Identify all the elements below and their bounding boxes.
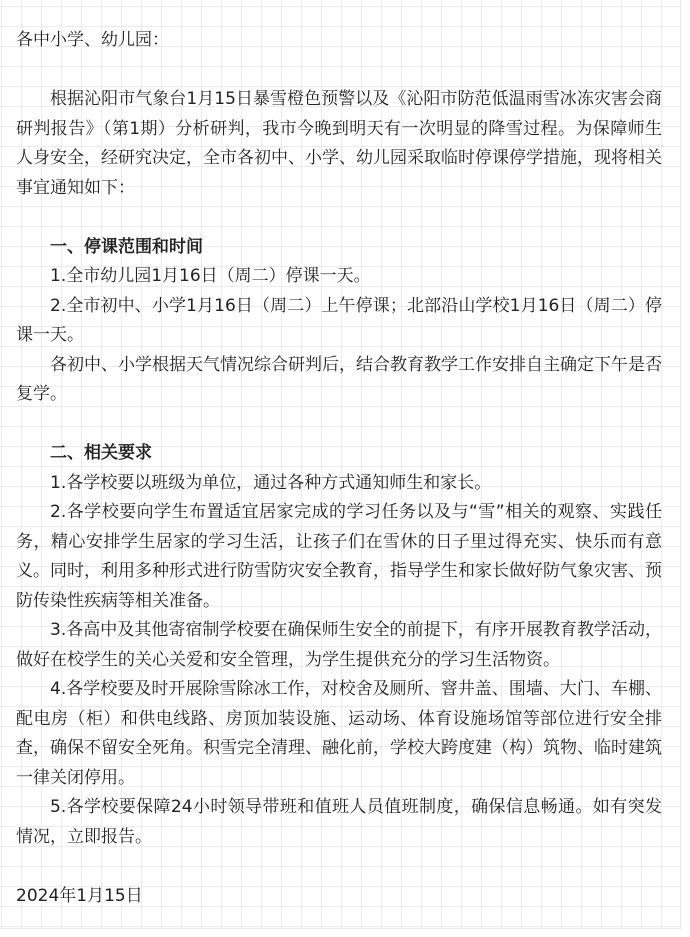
section-1-item-2: 2.全市初中、小学1月16日（周二）上午停课；北部沿山学校1月16日（周二）停课一天。 (16, 295, 662, 345)
section-1-item-1: 1.全市幼儿园1月16日（周二）停课一天。 (50, 266, 371, 286)
section-1-item-3: 各初中、小学根据天气情况综合研判后，结合教育教学工作安排自主确定下午是否复学。 (16, 354, 662, 404)
blank-line (16, 203, 662, 233)
section-heading-2: 二、相关要求 (50, 443, 152, 463)
blank-line (16, 410, 662, 440)
notice-document (16, 26, 662, 911)
section-2-item-3: 3.各高中及其他寄宿制学校要在确保师生安全的前提下，有序开展教育教学活动，做好在校学生的关心关爱和安全管理，为学生提供充分的学习生活物资。 (16, 620, 662, 670)
notice-date: 2024年1月15日 (16, 885, 143, 906)
greeting: 各中小学、幼儿园： (16, 30, 169, 50)
section-2-item-5: 5.各学校要保障24小时领导带班和值班人员值班制度，确保信息畅通。如有突发情况，立即报告。 (16, 797, 662, 847)
intro-paragraph: 根据沁阳市气象台1月15日暴雪橙色预警以及《沁阳市防范低温雨雪冰冻灾害会商研判报告》（第1期）分析研判，我市今晚到明天有一次明显的降雪过程。为保障师生人身安全，经研究决定，全市各初中、小学、幼儿园采取临时停课停学措施，现将相关事宜通知如下： (16, 89, 662, 198)
section-2-item-4: 4.各学校要及时开展除雪除冰工作，对校舍及厕所、窨井盖、围墙、大门、车棚、配电房（柜）和供电线路、房顶加装设施、运动场、体育设施场馆等部位进行安全排查，确保不留安全死角。积雪完全清理、融化前，学校大跨度建（构）筑物、临时建筑一律关闭停用。 (16, 679, 662, 788)
section-heading-1: 一、停课范围和时间 (50, 236, 203, 257)
section-2-item-2: 2.各学校要向学生布置适宜居家完成的学习任务以及与“雪”相关的观察、实践任务，精心安排学生居家的学习生活，让孩子们在雪休的日子里过得充实、快乐而有意义。同时，利用多种形式进行防雪防灾安全教育，指导学生和家长做好防气象灾害、预防传染性疾病等相关准备。 (16, 502, 662, 611)
blank-line (16, 852, 662, 882)
section-2-item-1: 1.各学校要以班级为单位，通过各种方式通知师生和家长。 (50, 472, 492, 493)
blank-line (16, 56, 662, 86)
